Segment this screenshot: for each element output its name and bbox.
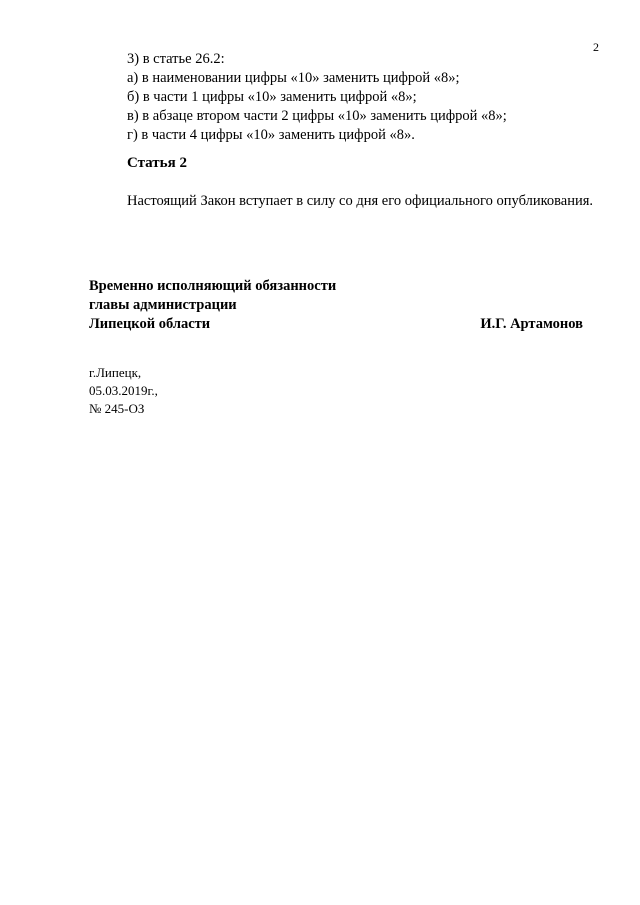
place-date-number (89, 364, 158, 418)
article-heading: Статья 2 (127, 155, 187, 171)
amendment-item: в) в абзаце втором части 2 цифры «10» заменить цифрой «8»; (127, 108, 507, 124)
amendments-list (127, 50, 617, 145)
signatory-name: И.Г. Артамонов (480, 316, 583, 332)
amendments-intro: 3) в статье 26.2: (127, 51, 225, 67)
law-number-line: № 245-ОЗ (89, 401, 145, 416)
date-line: 05.03.2019г., (89, 383, 158, 398)
signature-title-line-2: главы администрации (89, 297, 237, 313)
page-number: 2 (593, 40, 599, 54)
signature-title-line-3: Липецкой области (89, 316, 211, 332)
signature-line (89, 315, 601, 334)
amendment-item: г) в части 4 цифры «10» заменить цифрой «8». (127, 127, 415, 143)
amendment-item: а) в наименовании цифры «10» заменить цифрой «8»; (127, 70, 460, 86)
article-body: Настоящий Закон вступает в силу со дня его официального опубликования. (127, 193, 594, 209)
signature-block (89, 277, 601, 334)
city-line: г.Липецк, (89, 365, 142, 380)
amendment-item: б) в части 1 цифры «10» заменить цифрой «8»; (127, 89, 417, 105)
signature-line (89, 277, 601, 296)
signature-line (89, 296, 601, 315)
signature-title-line-1: Временно исполняющий обязанности (89, 278, 337, 294)
